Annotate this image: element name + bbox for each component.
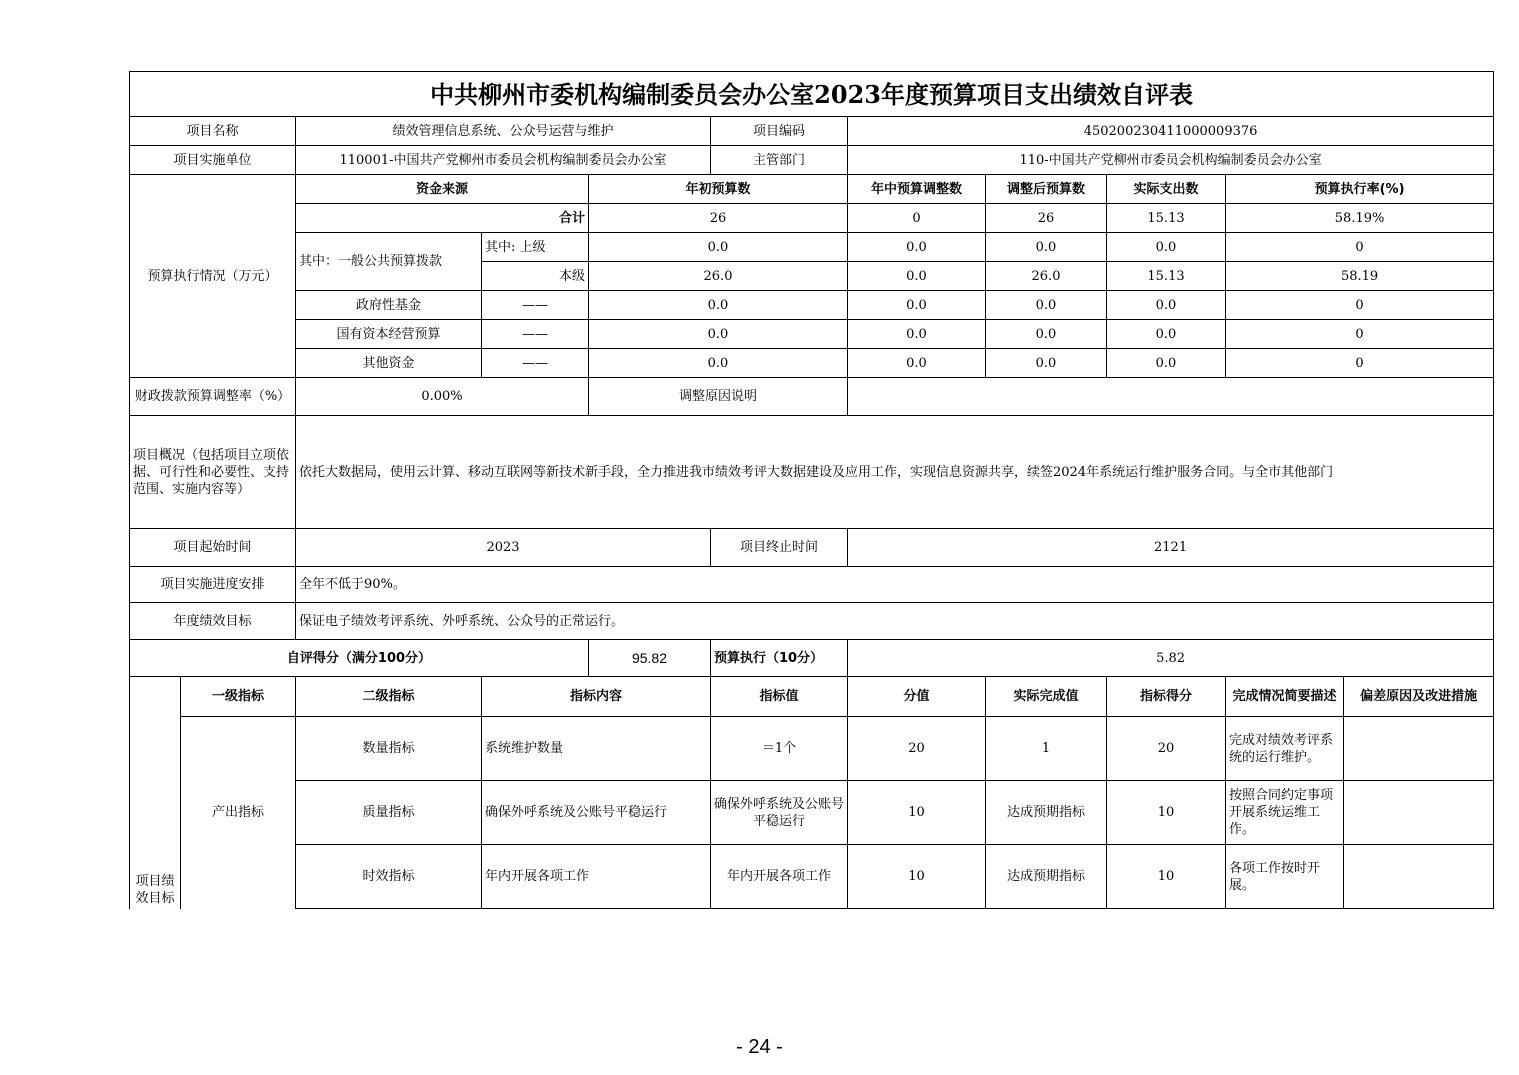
indicator-desc: 各项工作按时开展。: [1226, 845, 1344, 909]
adjust-rate-label: 财政拨款预算调整率（%）: [130, 378, 296, 416]
budget-total-rate: 58.19%: [1226, 204, 1494, 233]
budget-local-adjusted: 26.0: [986, 262, 1107, 291]
gov-fund-actual: 0.0: [1107, 291, 1226, 320]
indicator-level1: 产出指标: [181, 717, 296, 909]
indicator-content: 确保外呼系统及公账号平稳运行: [482, 781, 711, 845]
indicator-desc: 完成对绩效考评系统的运行维护。: [1226, 717, 1344, 781]
indicator-weight: 20: [848, 717, 986, 781]
other-fund-rate: 0: [1226, 349, 1494, 378]
project-name-value: 绩效管理信息系统、公众号运营与维护: [296, 117, 711, 146]
table-row: [130, 781, 1494, 845]
indicator-reason: [1344, 845, 1494, 909]
other-fund-label: 其他资金: [296, 349, 482, 378]
indicator-header-desc: 完成情况简要描述: [1226, 677, 1344, 717]
indicator-content: 系统维护数量: [482, 717, 711, 781]
budget-upper-actual: 0.0: [1107, 233, 1226, 262]
indicator-desc: 按照合同约定事项开展系统运维工作。: [1226, 781, 1344, 845]
other-fund-mid-adjust: 0.0: [848, 349, 986, 378]
budget-total-initial: 26: [589, 204, 848, 233]
overview-text: 依托大数据局，使用云计算、移动互联网等新技术新手段，全力推进我市绩效考评大数据建设及应用工作，实现信息资源共享，续签2024年系统运行维护服务合同。与全市其他部门: [296, 416, 1494, 529]
indicator-level2: 质量指标: [296, 781, 482, 845]
gov-fund-mid-adjust: 0.0: [848, 291, 986, 320]
self-evaluation-table: [129, 71, 1494, 909]
start-time-value: 2023: [296, 529, 711, 567]
gov-fund-rate: 0: [1226, 291, 1494, 320]
budget-upper-rate: 0: [1226, 233, 1494, 262]
indicator-target: ＝1个: [711, 717, 848, 781]
indicator-header-actual: 实际完成值: [986, 677, 1107, 717]
state-capital-mid-adjust: 0.0: [848, 320, 986, 349]
adjust-reason-value: [848, 378, 1494, 416]
other-fund-adjusted: 0.0: [986, 349, 1107, 378]
project-code-label: 项目编码: [711, 117, 848, 146]
progress-label: 项目实施进度安排: [130, 567, 296, 603]
indicator-actual: 1: [986, 717, 1107, 781]
state-capital-adjusted: 0.0: [986, 320, 1107, 349]
gov-fund-label: 政府性基金: [296, 291, 482, 320]
state-capital-rate: 0: [1226, 320, 1494, 349]
progress-value: 全年不低于90%。: [296, 567, 1494, 603]
indicator-level2: 数量指标: [296, 717, 482, 781]
budget-total-adjusted: 26: [986, 204, 1107, 233]
indicator-reason: [1344, 781, 1494, 845]
project-name-label: 项目名称: [130, 117, 296, 146]
budget-total-label: 合计: [296, 204, 589, 233]
end-time-value: 2121: [848, 529, 1494, 567]
state-capital-initial: 0.0: [589, 320, 848, 349]
indicator-score: 10: [1107, 845, 1226, 909]
indicator-header-reason: 偏差原因及改进措施: [1344, 677, 1494, 717]
state-capital-actual: 0.0: [1107, 320, 1226, 349]
other-fund-actual: 0.0: [1107, 349, 1226, 378]
state-capital-label: 国有资本经营预算: [296, 320, 482, 349]
budget-local-rate: 58.19: [1226, 262, 1494, 291]
end-time-label: 项目终止时间: [711, 529, 848, 567]
indicator-weight: 10: [848, 781, 986, 845]
budget-exec-value: 5.82: [848, 640, 1494, 677]
indicator-header-score: 指标得分: [1107, 677, 1226, 717]
other-fund-dash: ——: [482, 349, 589, 378]
budget-header-mid-adjust: 年中预算调整数: [848, 175, 986, 204]
indicator-actual: 达成预期指标: [986, 781, 1107, 845]
other-fund-initial: 0.0: [589, 349, 848, 378]
budget-upper-mid-adjust: 0.0: [848, 233, 986, 262]
indicator-score: 20: [1107, 717, 1226, 781]
indicator-header-content: 指标内容: [482, 677, 711, 717]
indicator-header-target: 指标值: [711, 677, 848, 717]
self-score-value: 95.82: [589, 640, 711, 677]
budget-total-actual: 15.13: [1107, 204, 1226, 233]
impl-unit-value: 110001-中国共产党柳州市委员会机构编制委员会办公室: [296, 146, 711, 175]
budget-header-initial: 年初预算数: [589, 175, 848, 204]
impl-unit-label: 项目实施单位: [130, 146, 296, 175]
adjust-reason-label: 调整原因说明: [589, 378, 848, 416]
indicator-target: 确保外呼系统及公账号平稳运行: [711, 781, 848, 845]
budget-local-actual: 15.13: [1107, 262, 1226, 291]
start-time-label: 项目起始时间: [130, 529, 296, 567]
page-title: 中共柳州市委机构编制委员会办公室2023年度预算项目支出绩效自评表: [130, 72, 1494, 117]
table-row: [130, 717, 1494, 781]
budget-header-actual: 实际支出数: [1107, 175, 1226, 204]
dept-value: 110-中国共产党柳州市委员会机构编制委员会办公室: [848, 146, 1494, 175]
table-row: [130, 845, 1494, 909]
indicator-level2: 时效指标: [296, 845, 482, 909]
budget-section-label: 预算执行情况（万元）: [130, 175, 296, 378]
indicator-content: 年内开展各项工作: [482, 845, 711, 909]
budget-local-label: 本级: [482, 262, 589, 291]
indicator-side-label: 项目绩效目标: [130, 677, 181, 909]
budget-upper-initial: 0.0: [589, 233, 848, 262]
self-score-label: 自评得分（满分100分）: [130, 640, 589, 677]
annual-goal-label: 年度绩效目标: [130, 603, 296, 640]
budget-upper-adjusted: 0.0: [986, 233, 1107, 262]
indicator-header-level2: 二级指标: [296, 677, 482, 717]
indicator-actual: 达成预期指标: [986, 845, 1107, 909]
gov-fund-dash: ——: [482, 291, 589, 320]
budget-upper-label: 其中: 上级: [482, 233, 589, 262]
budget-header-source: 资金来源: [296, 175, 589, 204]
gov-fund-initial: 0.0: [589, 291, 848, 320]
budget-total-mid-adjust: 0: [848, 204, 986, 233]
indicator-header-level1: 一级指标: [181, 677, 296, 717]
indicator-reason: [1344, 717, 1494, 781]
budget-header-adjusted: 调整后预算数: [986, 175, 1107, 204]
indicator-target: 年内开展各项工作: [711, 845, 848, 909]
dept-label: 主管部门: [711, 146, 848, 175]
budget-local-mid-adjust: 0.0: [848, 262, 986, 291]
indicator-header-weight: 分值: [848, 677, 986, 717]
general-budget-label: 其中：一般公共预算拨款: [296, 233, 482, 291]
adjust-rate-value: 0.00%: [296, 378, 589, 416]
project-code-value: 450200230411000009376: [848, 117, 1494, 146]
overview-label: 项目概况（包括项目立项依据、可行性和必要性、支持范围、实施内容等）: [130, 416, 296, 529]
page-number: - 24 -: [736, 1036, 783, 1058]
state-capital-dash: ——: [482, 320, 589, 349]
indicator-weight: 10: [848, 845, 986, 909]
annual-goal-value: 保证电子绩效考评系统、外呼系统、公众号的正常运行。: [296, 603, 1494, 640]
budget-local-initial: 26.0: [589, 262, 848, 291]
gov-fund-adjusted: 0.0: [986, 291, 1107, 320]
budget-exec-label: 预算执行（10分）: [711, 640, 848, 677]
indicator-score: 10: [1107, 781, 1226, 845]
budget-header-rate: 预算执行率(%): [1226, 175, 1494, 204]
